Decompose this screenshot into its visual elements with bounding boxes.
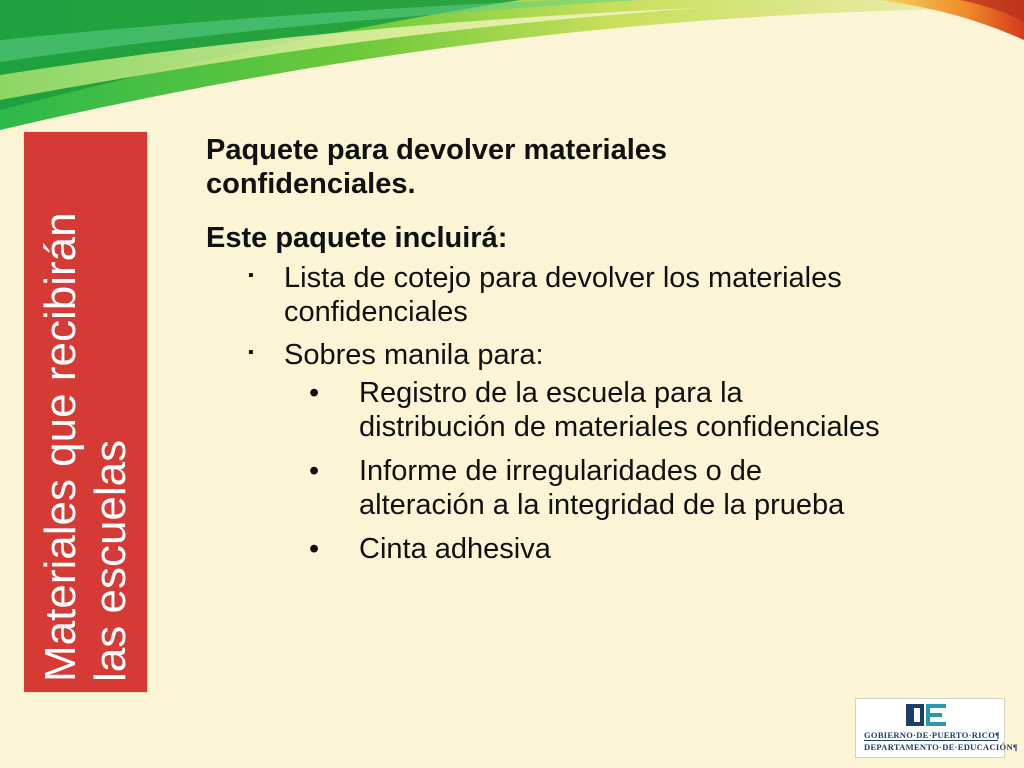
- sub-list-item: [206, 532, 996, 566]
- side-title-panel: [24, 132, 147, 692]
- includes-heading: Este paquete incluirá:: [206, 222, 508, 254]
- side-title: [36, 142, 136, 682]
- sub-list-item: [206, 376, 996, 444]
- package-heading-line2: confidenciales.: [206, 168, 416, 200]
- list-item-line2: confidenciales: [284, 296, 468, 328]
- logo-text-line1: GOBIERNO·DE·PUERTO·RICO¶: [864, 730, 1001, 740]
- department-logo: [855, 698, 1018, 758]
- dot-bullet-icon: •: [309, 533, 320, 565]
- decorative-swoosh: [0, 0, 1024, 140]
- sub-list-item: [206, 454, 996, 522]
- package-heading-line1: Paquete para devolver materiales: [206, 134, 668, 166]
- de-logo-icon: [906, 704, 950, 726]
- sub-list-item-line1: Registro de la escuela para la: [359, 377, 743, 409]
- logo-text-line2: DEPARTAMENTO·DE·EDUCACIÓN¶: [864, 742, 1018, 752]
- sub-list-item-line2: distribución de materiales confidenciales: [359, 411, 880, 443]
- list-item-line1: Sobres manila para:: [284, 339, 544, 371]
- list-item: [206, 338, 996, 566]
- sub-list-item-line2: alteración a la integridad de la prueba: [359, 489, 845, 521]
- dot-bullet-icon: •: [309, 377, 320, 409]
- side-title-line1: Materiales que recibirán: [35, 212, 85, 682]
- square-bullet-icon: ▪: [248, 267, 254, 284]
- package-heading: [206, 133, 996, 201]
- list-item-line1: Lista de cotejo para devolver los materiales: [284, 262, 842, 294]
- list-item: [206, 261, 996, 329]
- sub-list-item-line1: Informe de irregularidades o de: [359, 455, 763, 487]
- dot-bullet-icon: •: [309, 455, 320, 487]
- envelope-items-list: [206, 376, 996, 566]
- slide-content: [206, 133, 996, 576]
- side-title-line2: las escuelas: [85, 439, 135, 682]
- square-bullet-icon: ▪: [248, 344, 254, 361]
- included-items-list: [206, 261, 996, 566]
- sub-list-item-line1: Cinta adhesiva: [359, 533, 551, 565]
